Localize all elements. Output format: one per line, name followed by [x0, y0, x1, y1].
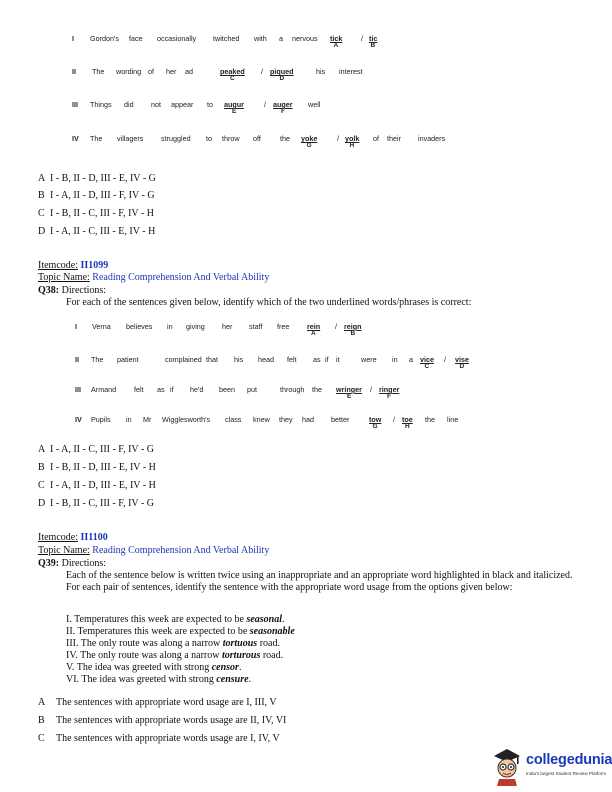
- sentence-word: the: [280, 134, 290, 143]
- sentence-word: in: [392, 355, 398, 364]
- sentence-word: to: [206, 134, 212, 143]
- sentence-word: felt: [134, 385, 144, 394]
- option-key: A: [38, 444, 46, 455]
- sentence-word: Things: [90, 100, 112, 109]
- directions-label: Directions:: [61, 558, 107, 569]
- sentence-word: patient: [117, 355, 139, 364]
- q39-topic: [38, 545, 269, 556]
- sentence-word: that: [206, 355, 218, 364]
- q37-option-a[interactable]: [38, 173, 156, 184]
- underlined-option[interactable]: tic: [369, 34, 378, 43]
- line-emphasis: censure: [216, 674, 249, 685]
- sentence-word: the: [425, 415, 435, 424]
- underlined-option[interactable]: augur: [224, 100, 244, 109]
- topic-value: Reading Comprehension And Verbal Ability: [92, 272, 270, 283]
- sentence-word: line: [447, 415, 459, 424]
- mascot-icon: [490, 746, 524, 786]
- sentence-word: better: [331, 415, 350, 424]
- option-text: The sentences with appropriate word usage are I, III, V: [56, 697, 277, 708]
- q38-itemcode: [38, 260, 108, 271]
- line-tail: road.: [260, 650, 284, 661]
- option-letter: C: [230, 75, 235, 82]
- option-letter: C: [424, 363, 430, 370]
- option-letter: A: [333, 42, 339, 49]
- q38-directions: For each of the sentences given below, identify which of the two underlined words/phrases is correct:: [66, 297, 472, 308]
- line-emphasis: seasonal: [246, 614, 282, 625]
- sentence-numeral: IV: [75, 415, 82, 424]
- sentence-word: giving: [186, 322, 205, 331]
- underlined-option[interactable]: vise: [455, 355, 469, 364]
- q39-line-2: [66, 626, 295, 637]
- option-letter: G: [372, 423, 378, 430]
- sentence-word: villagers: [117, 134, 144, 143]
- q39-option-a[interactable]: [38, 697, 277, 708]
- sentence-word: class: [225, 415, 242, 424]
- line-emphasis: tortuous: [222, 638, 258, 649]
- sentence-word: The: [92, 67, 105, 76]
- sentence-numeral: I: [75, 322, 77, 331]
- line-tail: .: [248, 674, 252, 685]
- sentence-word: The: [90, 134, 103, 143]
- sentence-word: The: [91, 355, 104, 364]
- q39-question-header: [38, 558, 106, 569]
- sentence-word: if: [170, 385, 174, 394]
- q38-sentence-4: [0, 415, 612, 445]
- underlined-option[interactable]: vice: [420, 355, 434, 364]
- sentence-word: were: [361, 355, 377, 364]
- sentence-word: he'd: [190, 385, 204, 394]
- underlined-option[interactable]: reign: [344, 322, 362, 331]
- q37-sentence-2: [0, 67, 612, 97]
- sentence-word: with: [254, 34, 267, 43]
- option-key: A: [38, 173, 46, 184]
- underlined-option[interactable]: wringer: [336, 385, 362, 394]
- option-text: The sentences with appropriate words usage are II, IV, VI: [56, 715, 287, 726]
- option-key: B: [38, 190, 45, 201]
- line-text: III. The only route was along a narrow: [66, 638, 223, 649]
- sentence-word: felt: [287, 355, 297, 364]
- option-letter: H: [405, 423, 410, 430]
- underlined-option[interactable]: ringer: [379, 385, 400, 394]
- sentence-word: the: [312, 385, 322, 394]
- q39-line-6: [66, 674, 251, 685]
- sentence-word: head: [258, 355, 274, 364]
- option-letter: H: [349, 142, 355, 149]
- sentence-word: struggled: [161, 134, 191, 143]
- sentence-numeral: II: [75, 355, 79, 364]
- sentence-word: believes: [126, 322, 153, 331]
- slash-separator: /: [264, 100, 266, 109]
- option-key: C: [38, 733, 45, 744]
- sentence-word: Gordon's: [90, 34, 119, 43]
- sentence-word: her: [166, 67, 177, 76]
- option-letter: G: [306, 142, 312, 149]
- option-letter: D: [279, 75, 285, 82]
- option-key: C: [38, 480, 45, 491]
- line-emphasis: seasonable: [249, 626, 295, 637]
- sentence-word: off: [253, 134, 261, 143]
- sentence-numeral: III: [75, 385, 81, 394]
- line-tail: road.: [257, 638, 280, 649]
- topic-label: Topic Name:: [38, 545, 90, 556]
- q39-option-c[interactable]: [38, 733, 280, 744]
- q38-sentence-1: [0, 322, 612, 352]
- sentence-word: a: [279, 34, 283, 43]
- underlined-option[interactable]: yolk: [345, 134, 360, 143]
- option-letter: E: [232, 108, 237, 115]
- underlined-option[interactable]: tick: [330, 34, 343, 43]
- itemcode-label: Itemcode:: [38, 532, 78, 543]
- sentence-word: Wigglesworth's: [162, 415, 211, 424]
- sentence-word: their: [387, 134, 401, 143]
- sentence-word: as: [313, 355, 321, 364]
- line-text: VI. The idea was greeted with strong: [66, 674, 217, 685]
- line-tail: .: [238, 662, 242, 673]
- sentence-word: interest: [339, 67, 363, 76]
- question-number: Q39:: [38, 558, 60, 569]
- q38-sentence-2: [0, 355, 612, 385]
- sentence-word: her: [222, 322, 233, 331]
- option-text: I - B, II - D, III - E, IV - H: [50, 462, 156, 473]
- q37-sentence-4: [0, 134, 612, 164]
- sentence-word: face: [129, 34, 143, 43]
- sentence-word: appear: [171, 100, 194, 109]
- option-letter: B: [350, 330, 356, 337]
- sentence-numeral: II: [72, 67, 76, 76]
- underlined-option[interactable]: peaked: [220, 67, 245, 76]
- sentence-word: twitched: [213, 34, 240, 43]
- sentence-word: complained: [165, 355, 202, 364]
- sentence-word: Pupils: [91, 415, 111, 424]
- sentence-word: of: [373, 134, 379, 143]
- option-key: C: [38, 208, 45, 219]
- sentence-word: had: [302, 415, 314, 424]
- option-text: I - A, II - D, III - F, IV - G: [50, 190, 155, 201]
- q37-option-b[interactable]: [38, 190, 155, 201]
- q38-topic: [38, 272, 269, 283]
- collegedunia-logo[interactable]: [490, 746, 612, 788]
- slash-separator: /: [337, 134, 339, 143]
- q39-directions: Each of the sentence below is written twice using an inappropriate and an appropriate word highlighted in black and italicized. For each pair of sentences, identify the sentence with the appropriate word usage from the options given below:: [66, 570, 573, 593]
- q38-option-c[interactable]: [38, 480, 156, 491]
- slash-separator: /: [393, 415, 395, 424]
- sentence-word: wording: [116, 67, 142, 76]
- q39-option-b[interactable]: [38, 715, 286, 726]
- underlined-option[interactable]: rein: [307, 322, 321, 331]
- slash-separator: /: [444, 355, 446, 364]
- directions-label: Directions:: [61, 285, 107, 296]
- underlined-option[interactable]: tow: [369, 415, 382, 424]
- q38-option-d[interactable]: [38, 498, 154, 509]
- option-letter: A: [311, 330, 316, 337]
- option-text: I - A, II - C, III - E, IV - H: [50, 226, 156, 237]
- sentence-numeral: I: [72, 34, 74, 43]
- option-key: B: [38, 715, 45, 726]
- sentence-word: in: [126, 415, 132, 424]
- slash-separator: /: [335, 322, 337, 331]
- line-emphasis: torturous: [221, 650, 261, 661]
- q37-sentence-1: [0, 34, 612, 64]
- sentence-word: well: [308, 100, 321, 109]
- sentence-word: Verna: [92, 322, 111, 331]
- q37-sentence-3: [0, 100, 612, 130]
- sentence-word: Armand: [91, 385, 117, 394]
- q38-question-header: [38, 285, 106, 296]
- option-key: D: [38, 226, 46, 237]
- q39-line-1: [66, 614, 285, 625]
- sentence-word: his: [316, 67, 326, 76]
- line-text: V. The idea was greeted with strong: [66, 662, 212, 673]
- q39-line-5: [66, 662, 241, 673]
- line-text: II. Temperatures this week are expected to be: [66, 626, 250, 637]
- option-text: I - A, II - C, III - F, IV - G: [50, 444, 154, 455]
- sentence-numeral: III: [72, 100, 78, 109]
- sentence-word: been: [219, 385, 235, 394]
- sentence-word: did: [124, 100, 134, 109]
- sentence-word: to: [207, 100, 213, 109]
- q39-line-4: [66, 650, 283, 661]
- q38-option-a[interactable]: [38, 444, 154, 455]
- sentence-word: ad: [185, 67, 193, 76]
- sentence-word: staff: [249, 322, 263, 331]
- q39-itemcode: [38, 532, 108, 543]
- itemcode-value: II1099: [80, 260, 109, 271]
- q38-sentence-3: [0, 385, 612, 415]
- option-text: The sentences with appropriate words usage are I, IV, V: [56, 733, 280, 744]
- underlined-option[interactable]: yoke: [301, 134, 318, 143]
- sentence-word: knew: [253, 415, 270, 424]
- slash-separator: /: [261, 67, 263, 76]
- topic-value: Reading Comprehension And Verbal Ability: [92, 545, 270, 556]
- q37-option-d[interactable]: [38, 226, 155, 237]
- option-letter: F: [387, 393, 391, 400]
- sentence-word: occasionally: [157, 34, 197, 43]
- logo-brand: collegedunia: [526, 752, 612, 768]
- sentence-word: it: [336, 355, 340, 364]
- sentence-word: nervous: [292, 34, 318, 43]
- q39-line-3: [66, 638, 280, 649]
- sentence-word: invaders: [418, 134, 446, 143]
- sentence-word: if: [325, 355, 329, 364]
- underlined-option[interactable]: auger: [273, 100, 293, 109]
- logo-tagline: India's largest Student Review Platform: [526, 771, 607, 776]
- option-letter: F: [281, 108, 285, 115]
- option-key: D: [38, 498, 46, 509]
- sentence-word: in: [167, 322, 173, 331]
- sentence-numeral: IV: [72, 134, 79, 143]
- sentence-word: not: [151, 100, 161, 109]
- sentence-word: they: [279, 415, 293, 424]
- sentence-word: as: [157, 385, 165, 394]
- line-tail: .: [282, 614, 285, 625]
- option-text: I - A, II - D, III - E, IV - H: [50, 480, 156, 491]
- option-letter: E: [347, 393, 352, 400]
- sentence-word: put: [247, 385, 257, 394]
- sentence-word: his: [234, 355, 244, 364]
- topic-label: Topic Name:: [38, 272, 90, 283]
- line-emphasis: censor: [211, 662, 239, 673]
- sentence-word: Mr: [143, 415, 152, 424]
- slash-separator: /: [361, 34, 363, 43]
- sentence-word: through: [280, 385, 305, 394]
- option-text: I - B, II - C, III - F, IV - G: [50, 498, 154, 509]
- itemcode-label: Itemcode:: [38, 260, 78, 271]
- line-text: IV. The only route was along a narrow: [66, 650, 222, 661]
- itemcode-value: II1100: [80, 532, 108, 543]
- sentence-word: a: [409, 355, 413, 364]
- option-key: B: [38, 462, 45, 473]
- sentence-word: throw: [222, 134, 240, 143]
- sentence-word: of: [148, 67, 154, 76]
- option-text: I - B, II - C, III - F, IV - H: [50, 208, 154, 219]
- question-number: Q38:: [38, 285, 60, 296]
- option-key: A: [38, 697, 46, 708]
- underlined-option[interactable]: piqued: [270, 67, 294, 76]
- option-letter: D: [459, 363, 465, 370]
- underlined-option[interactable]: toe: [402, 415, 413, 424]
- q38-option-b[interactable]: [38, 462, 156, 473]
- option-text: I - B, II - D, III - E, IV - G: [50, 173, 156, 184]
- line-text: I. Temperatures this week are expected to be: [66, 614, 247, 625]
- q37-option-c[interactable]: [38, 208, 154, 219]
- option-letter: B: [370, 42, 376, 49]
- sentence-word: free: [277, 322, 290, 331]
- slash-separator: /: [370, 385, 372, 394]
